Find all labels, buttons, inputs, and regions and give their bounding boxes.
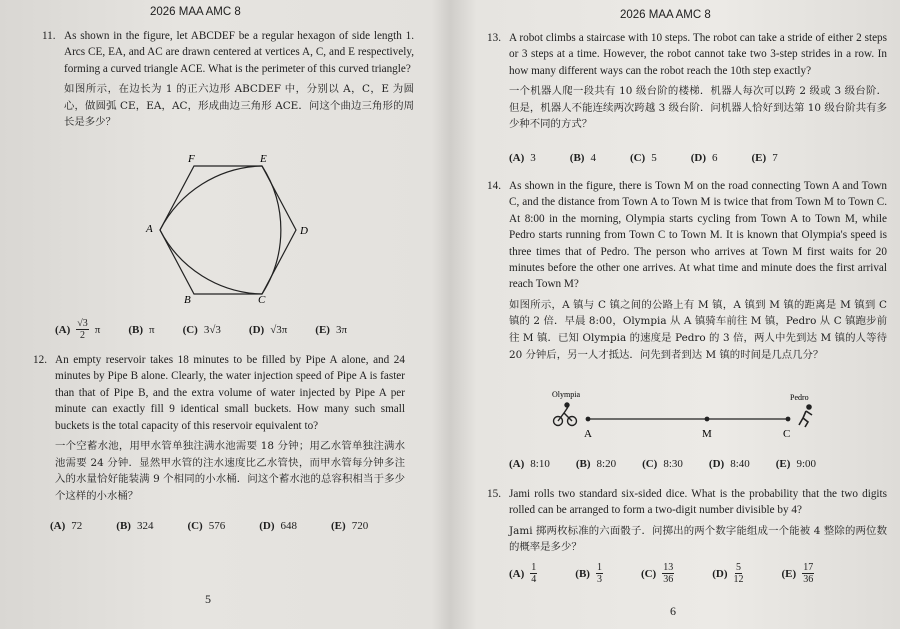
question-12	[33, 352, 405, 504]
question-number: 15.	[487, 488, 501, 500]
option-b[interactable]: (B) 324	[116, 520, 154, 532]
question-text-zh: 一个机器人爬一段共有 10 级台阶的楼梯．机器人每次可以跨 2 级或 3 级台阶．但是，机器人不能连续两次跨越 3 级台阶．问机器人恰好到达第 10 级台阶共有多少种不同的方式？	[509, 85, 887, 131]
road-figure	[550, 385, 840, 445]
page-header: 2026 MAA AMC 8	[150, 6, 241, 18]
option-d[interactable]: (D) 6	[690, 152, 718, 164]
option-e[interactable]: (E) $\frac{17}{36}$	[781, 562, 814, 585]
question-number: 14.	[487, 180, 501, 192]
q12-options	[50, 520, 368, 532]
question-number: 13.	[487, 32, 501, 44]
question-text: A robot climbs a staircase with 10 steps. The robot can take a stride of either 2 steps or 3 steps at a time. However, the robot cannot take two 3-step strides in a row. In how many different ways can the robot reach the 10th step exactly?	[509, 32, 887, 77]
question-13	[487, 30, 887, 133]
option-d[interactable]: (D) 8:40	[708, 458, 750, 470]
option-c[interactable]: (C) 3√3	[182, 323, 221, 336]
question-15	[487, 486, 887, 556]
bicycle-icon	[554, 403, 577, 426]
question-number: 11.	[42, 30, 56, 42]
olympia-label: Olympia	[552, 390, 580, 399]
question-text-zh: 一个空蓄水池，用甲水管单独注满水池需要 18 分钟；用乙水管单独注满水池需要 24 分钟．显然甲水管的注水速度比乙水管快，而甲水管每分钟多注入的水量恰好能装满 9 个相同的小水桶．问这个蓄水池的总容积相当于多少个这样的小水桶？	[55, 440, 405, 502]
label-E: E	[260, 153, 267, 165]
label-C: C	[783, 428, 791, 440]
label-F: F	[188, 153, 195, 165]
question-number: 12.	[33, 354, 47, 366]
option-d[interactable]: (D) √3π	[248, 323, 288, 336]
option-d[interactable]: (D) 648	[259, 520, 298, 532]
right-page	[455, 0, 900, 629]
option-e[interactable]: (E) 720	[331, 520, 369, 532]
label-D: D	[300, 225, 308, 237]
option-e[interactable]: (E) 7	[751, 152, 778, 164]
option-e[interactable]: (E) 9:00	[775, 458, 816, 470]
label-A: A	[146, 223, 153, 235]
page-header: 2026 MAA AMC 8	[620, 9, 711, 21]
question-text: An empty reservoir takes 18 minutes to be filled by Pipe A alone, and 24 minutes by Pipe B alone. Clearly, the water injection speed of Pipe A is faster than that of Pipe B, and the extra volume of water injected by Pipe A per minute can exactly fill 9 identical small buckets. How many such small buckets is the total capacity of this reservoir equivalent to?	[55, 354, 405, 432]
label-B: B	[184, 294, 191, 305]
option-c[interactable]: (C) 576	[187, 520, 226, 532]
option-c[interactable]: (C) 5	[629, 152, 657, 164]
question-text-zh: 如图所示，在边长为 1 的正六边形 ABCDEF 中，分别以 A，C，E 为圆心，做圆弧 CE，EA，AC，形成曲边三角形 ACE．问这个曲边三角形的周长是多少？	[64, 83, 414, 129]
option-a[interactable]: (A) 3	[509, 152, 536, 164]
pedro-label: Pedro	[790, 393, 809, 402]
hexagon-figure	[130, 150, 320, 305]
q13-options	[509, 152, 778, 164]
q11-options	[55, 318, 347, 341]
page-number: 6	[670, 604, 676, 618]
question-text-zh: 如图所示，A 镇与 C 镇之间的公路上有 M 镇，A 镇到 M 镇的距离是 M 镇到 C 镇的 2 倍．早晨 8:00，Olympia 从 A 镇骑车前往 M 镇，Pedro 从 C 镇跑步前往 M 镇．已知 Olympia 的速度是 Pedro 的 3 倍，两人中先到达 M 镇的人等待 20 分钟后，另一人才抵达．问先到者到达 M 镇的时间是几点几分？	[509, 298, 887, 361]
label-C: C	[258, 294, 266, 305]
option-c[interactable]: (C) 8:30	[642, 458, 683, 470]
option-a[interactable]: (A) $\frac{1}{4}$	[509, 562, 537, 585]
option-b[interactable]: (B) 4	[569, 152, 596, 164]
option-b[interactable]: (B) $\frac{1}{3}$	[575, 562, 602, 585]
runner-icon	[799, 405, 812, 427]
question-11	[42, 28, 414, 131]
option-c[interactable]: (C) $\frac{13}{36}$	[640, 562, 674, 585]
option-a[interactable]: (A) $\frac{√3}{2}$ π	[55, 318, 101, 341]
question-14	[487, 178, 887, 363]
question-text: As shown in the figure, let ABCDEF be a regular hexagon of side length 1. Arcs CE, EA, and AC are drawn centered at vertices A, C, and E respectively, forming a curved triangle ACE. What is the perimeter of this curved triangle?	[64, 30, 414, 75]
question-text: As shown in the figure, there is Town M on the road connecting Town A and Town C, and the distance from Town A to Town M is twice that from Town M to Town C. At 8:00 in the morning, Olympia starts cycling from Town A to Town M, while Pedro starts running from Town C to Town M. It is known that Olympia's speed is three times that of Pedro. The person who arrives at Town M first waits for 20 minutes before the other one arrives. At what time and minute does the first arrival reach Town M?	[509, 180, 887, 291]
q15-options	[509, 562, 814, 585]
option-a[interactable]: (A) 72	[50, 520, 83, 532]
question-text-zh: Jami 掷两枚标准的六面骰子．问掷出的两个数字能组成一个能被 4 整除的两位数的概率是多少？	[509, 524, 887, 554]
option-e[interactable]: (E) 3π	[315, 323, 348, 336]
option-d[interactable]: (D) $\frac{5}{12}$	[712, 562, 744, 585]
option-b[interactable]: (B) 8:20	[575, 458, 617, 470]
question-text: Jami rolls two standard six-sided dice. What is the probability that the two digits rolled can be arranged to form a two-digit number divisible by 4?	[509, 488, 887, 517]
label-M: M	[702, 428, 712, 440]
option-a[interactable]: (A) 8:10	[509, 458, 550, 470]
label-A: A	[584, 428, 592, 440]
page-number: 5	[205, 592, 211, 606]
option-b[interactable]: (B) π	[128, 323, 155, 336]
q14-options	[509, 458, 816, 470]
